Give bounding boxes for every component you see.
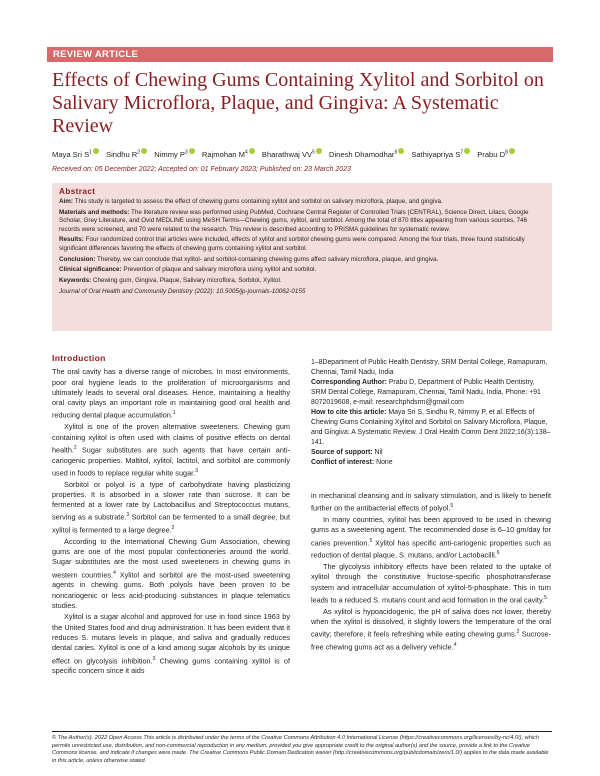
affiliation: 1–8Department of Public Health Dentistry, SRM Dental College, Ramapuram, Chennai, Tamil Nadu, India [311,359,548,376]
article-info [311,358,551,468]
author[interactable]: Sathiyapriya $S^7$ [411,150,470,159]
citation: How to cite this article: Maya Sri S, Sindhu R, Nimmy P, et al. Effects of Chewing Gums Containing Xylitol and Sorbitol on Salivary Microflora, Plaque, and Gingiva: A Systematic Review. J Oral Health Comm Dent 2022;16(3):138–141. [311,409,551,446]
author[interactable]: Prabu $D^8$ [477,150,515,159]
right-column-body [311,491,551,653]
paragraph: Xylitol is a sugar alcohol and approved for use in food since 1963 by the United States food and drug administration. It has been evident that it reduces S. mutans levels in plaque, and saliva and gradually reduces dental caries. Xylitol is one of a kind among sugar alcohols by its unique effect on glycolysis inhibition.$^3$ Chewing gums containing xylitol is of specific concern since it aids [52,612,290,676]
orcid-icon[interactable] [93,148,99,154]
source-of-support: Source of support: Nil [311,449,383,456]
paragraph: Sorbitol or polyol is a type of carbohydrate having plasticizing properties. It is absorbed in a slower rate than sucrose. It can be fermented at a lower rate by Lactobacillus and Streptococcus mutans, serving as a substrate.$^3$ Sorbitol can be fermented to a small degree, but xylitol is fermented to a large degree.$^2$ [52,479,290,535]
orcid-icon[interactable] [509,148,515,154]
author[interactable]: Nimmy $P^3$ [154,150,195,159]
abstract-box [52,183,552,331]
paragraph: The glycolysis inhibitory effects have been related to the uptake of xylitol through the constitutive fructose-specific phosphotransferase system and intracellular accumulation of xylitol-5-phosphate. This in turn leads to a reduced S. mutans count and acid formation in the oral cavity.$^5$ [311,562,551,605]
article-title: Effects of Chewing Gums Containing Xylitol and Sorbitol on Salivary Microflora, Plaque, and Gingiva: A Systematic Review [52,69,544,137]
footer-divider [52,731,552,732]
abstract-results: Results: Four randomized control trial articles were included, effects of xylitol and sorbitol chewing gums were compared. Among the four trials, three found statistically significant differences favoring the effects of chewing gums containing xylitol and sorbitol. [59,236,525,252]
journal-reference: Journal of Oral Health and Community Dentistry (2022): 10.5005/jp-journals-10062-0155 [59,287,306,295]
author[interactable]: Bharathwaj $VV^5$ [262,150,322,159]
abstract-methods: Materials and methods: The literature review was performed using PubMed, Cochrane Central Register of Controlled Trials (CENTRAL), Science Direct, Lilacs, Google Scholar, Grey Literature, and Ovid MEDLINE using MeSH Terms—Chewing gums, xylitol, and sorbitol. Among the total of 870 titles appearing from various sources, 746 records were screened, and 70 were related to the research. This review is described according to PRISMA guidelines for systematic review. [59,209,529,233]
orcid-icon[interactable] [398,148,404,154]
orcid-icon[interactable] [249,148,255,154]
paragraph: Xylitol is one of the proven alternative sweeteners. Chewing gum containing xylitol is often used with claims of positive effects on dental health.$^2$ Sugar substitutes are such agents that have certain anti-cariogenic properties. Maltitol, xylitol, lactitol, and sorbitol are commonly used in foods to replace regular white sugar.$^3$ [52,422,290,478]
paragraph: In many countries, xylitol has been approved to be used in chewing gums as a sweetening agent. The recommended dose is 6–10 gm/day for caries prevention.$^5$ Xylitol has specific anti-cariogenic properties such as reduction of dental plaque, S. mutans, and/or Lactobacilli.$^6$ [311,515,551,560]
author[interactable]: Rajmohan $M^4$ [202,150,255,159]
abstract-clinical-significance: Clinical significance: Prevention of plaque and salivary microflora using xylitol and sorbitol. [59,266,317,274]
paragraph: in mechanical cleansing and in salivary stimulation, and is likely to benefit further on the antibacterial effects of polyol.$^5$ [311,491,551,513]
abstract-aim: Aim: This study is targeted to assess the effect of chewing gums containing xylitol and sorbitol on salivary microflora, plaque, and gingiva. [59,198,443,206]
publication-dates: Received on: 05 December 2022; Accepted on: 01 February 2023; Published on: 23 March 2023 [52,166,351,173]
abstract-conclusion: Conclusion: Thereby, we can conclude that xylitol- and sorbitol-containing chewing gums affect salivary microflora, plaque, and gingiva. [59,255,439,263]
article-type-badge: REVIEW ARTICLE [47,47,553,62]
introduction-section [52,353,290,677]
author[interactable]: Sindhu $R^2$ [106,150,147,159]
corresponding-author: Corresponding Author: Prabu D, Department of Public Health Dentistry, SRM Dental College, Ramapuram, Chennai, Tamil Nadu, India, Phone: +91 8072019608, e-mail: researchphdsrm@gmail.com [311,379,541,406]
abstract-heading: Abstract [59,187,96,196]
orcid-icon[interactable] [316,148,322,154]
license-footer: © The Author(s). 2022 Open Access This article is distributed under the terms of the Creative Commons Attribution 4.0 International License (https://creativecommons.org/licenses/by-nc/4.0/), which permits unrestricted use, distribution, and non-commercial reproduction in any medium, provided you give appropriate credit to the original author(s) and the source, provide a link to the Creative Commons license, and indicate if changes were made. The Creative Commons Public Domain Dedication waiver (http://creativecommons.org/publicdomain/zero/1.0/) applies to the data made available in this article, unless otherwise stated. [52,735,549,764]
conflict-of-interest: Conflict of interest: None [311,459,393,466]
orcid-icon[interactable] [141,148,147,154]
paragraph: As xylitol is hypoacidogenic, the pH of saliva does not lower, thereby when the xylitol is dissolved, it slightly lowers the temperature of the oral cavity; therefore, it feels refreshing while eating chewing gums.$^2$ Sucrose-free chewing gums act as a delivery vehicle.$^4$ [311,606,551,652]
paragraph: The oral cavity has a diverse range of microbes. In most environments, poor oral hygiene leads to the proliferation of microorganisms and ultimately leads to several oral diseases. Hence, maintaining a healthy oral cavity plays an important role in maintaining good oral health and reducing dental plaque accumulation.$^1$ [52,367,290,420]
paragraph: According to the International Chewing Gum Association, chewing gums are one of the most popular confectioneries around the world. Sugar substitutes are the most used sweeteners in chewing gums in western countries.$^4$ Xylitol and sorbitol are the most-used sweetening agents in chewing gums. Both polyols have been proven to be noncariogenic or less acid-producing substances in plaque telematics studies. [52,536,290,611]
introduction-heading: Introduction [52,353,106,363]
orcid-icon[interactable] [189,148,195,154]
author[interactable]: Dinesh Dhamodhar$^6$ [329,150,404,159]
abstract-keywords: Keywords: Chewing gum, Gingiva, Plaque, Salivary microflora, Sorbitol, Xylitol. [59,277,282,285]
author-list [52,148,552,159]
orcid-icon[interactable] [464,148,470,154]
author[interactable]: Maya Sri $S^1$ [52,150,99,159]
